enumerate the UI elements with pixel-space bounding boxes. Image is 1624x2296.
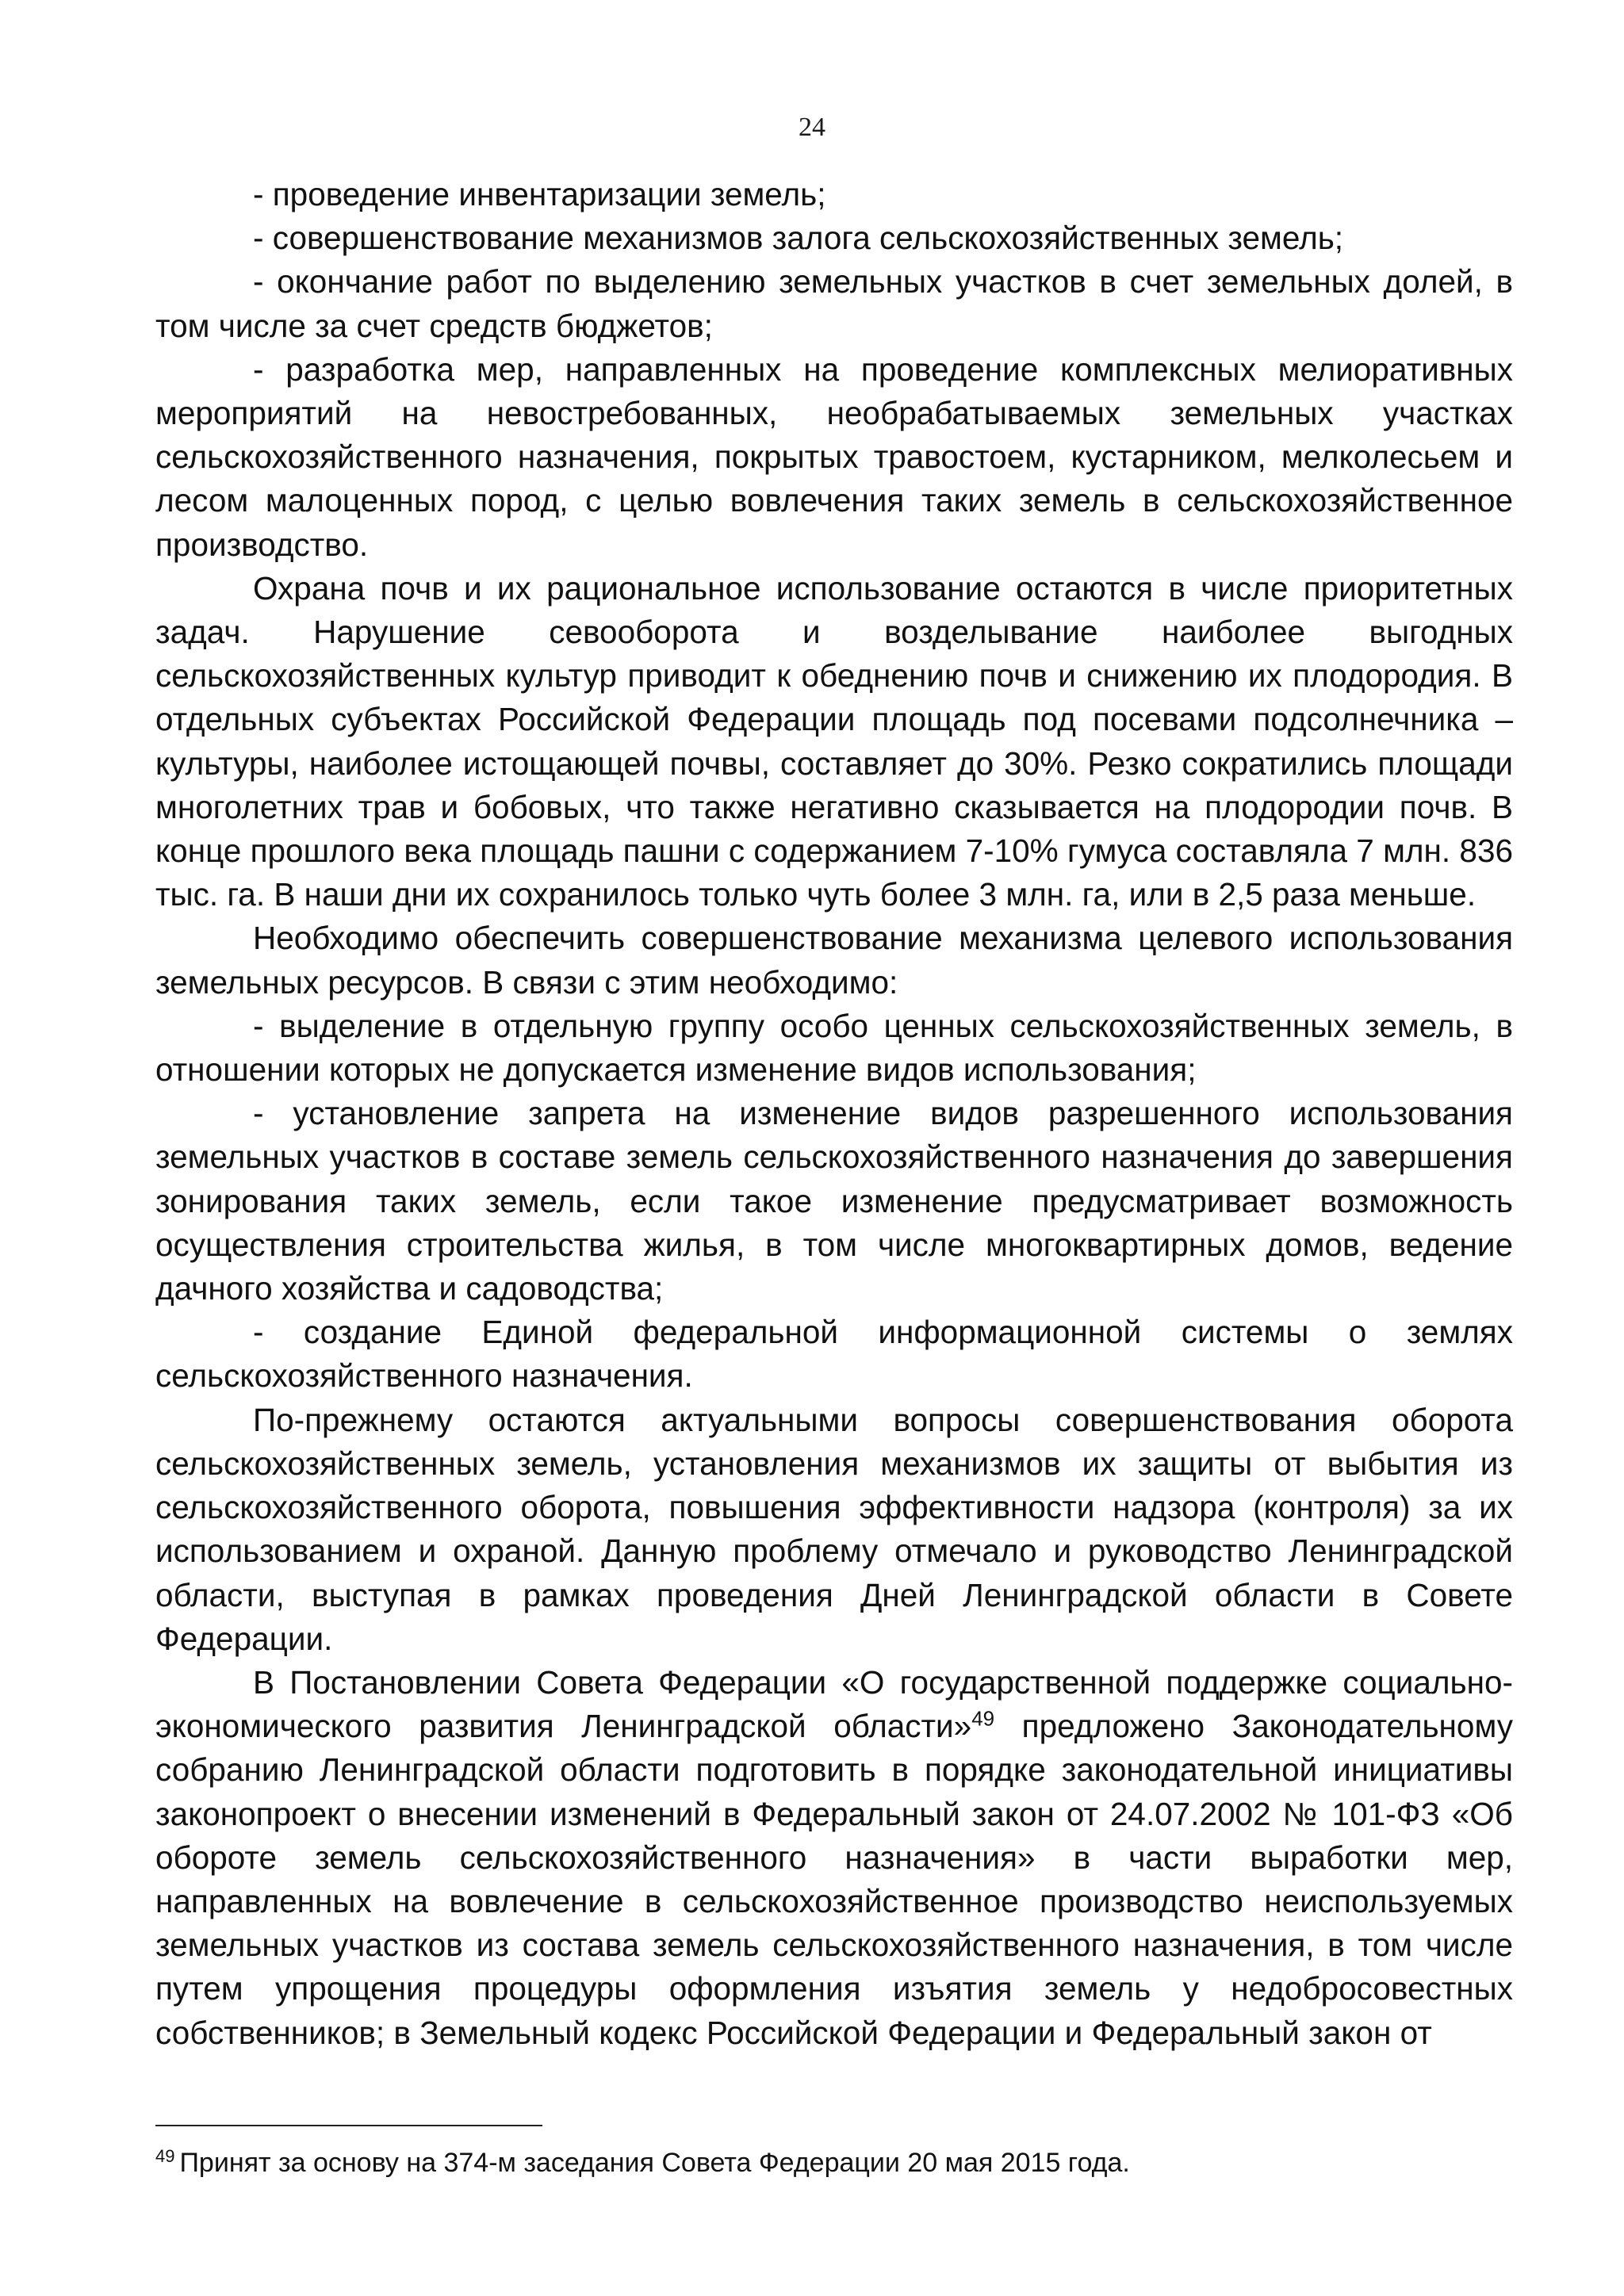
paragraph-land-turnover: По-прежнему остаются актуальными вопросы совершенствования оборота сельскохозяйственных земель, установления механизмов их защиты от выбытия из сельскохозяйственного оборота, повышения эффективности надзора (контроля) за их использованием и охраной. Данную проблему отмечало и руководство Ленинградской области, выступая в рамках проведения Дней Ленинградской области в Совете Федерации. bbox=[155, 1401, 1513, 1657]
footnote-mark: 49 bbox=[155, 2145, 175, 2166]
footnote bbox=[155, 2145, 1513, 2180]
body-text bbox=[155, 173, 1513, 2055]
paragraph-soil-protection: Охрана почв и их рациональное использование остаются в числе приоритетных задач. Нарушение севооборота и возделывание наиболее выгодных сельскохозяйственных культур приводит к обеднению почв и снижению их плодородия. В отдельных субъектах Российской Федерации площадь под посевами подсолнечника – культуры, наиболее истощающей почвы, составляет до 30%. Резко сократились площади многолетних трав и бобовых, что также негативно сказывается на плодородии почв. В конце прошлого века площадь пашни с содержанием 7-10% гумуса составляла 7 млн. 836 тыс. га. В наши дни их сохранилось только чуть более 3 млн. га, или в 2,5 раза меньше. bbox=[155, 569, 1513, 913]
paragraph-information-system: - создание Единой федеральной информационной системы о землях сельскохозяйственного назначения. bbox=[155, 1314, 1513, 1395]
paragraph-pledge-mechanisms: - совершенствование механизмов залога сельскохозяйственных земель; bbox=[253, 220, 1344, 257]
paragraph-melioration: - разработка мер, направленных на проведение комплексных мелиоративных мероприятий на невостребованных, необрабатываемых земельных участках сельскохозяйственного назначения, покрытых травостоем, кустарником, мелколесьем и лесом малоценных пород, с целью вовлечения таких земель в сельскохозяйственное производство. bbox=[155, 350, 1513, 563]
resolution-text-before: В Постановлении Совета Федерации «О государственной поддержке социально-экономического развития Ленинградской области» bbox=[155, 1663, 1513, 1745]
paragraph-use-ban: - установление запрета на изменение видов разрешенного использования земельных участков в составе земель сельскохозяйственного назначения до завершения зонирования таких земель, если такое изменение предусматривает возможность осуществления строительства жилья, в том числе многоквартирных домов, ведение дачного хозяйства и садоводства; bbox=[155, 1095, 1513, 1307]
paragraph-federation-council-resolution bbox=[155, 1661, 1513, 2055]
page-number: 24 bbox=[799, 113, 825, 142]
paragraph-land-shares: - окончание работ по выделению земельных участков в счет земельных долей, в том числе за счет средств бюджетов; bbox=[155, 263, 1513, 344]
footnote-reference: 49 bbox=[971, 1706, 995, 1731]
paragraph-land-use-mechanism: Необходимо обеспечить совершенствование механизма целевого использования земельных ресурсов. В связи с этим необходимо: bbox=[155, 920, 1513, 1001]
paragraph-inventory: - проведение инвентаризации земель; bbox=[253, 176, 826, 212]
paragraph-valuable-lands: - выделение в отдельную группу особо ценных сельскохозяйственных земель, в отношении которых не допускается изменение видов использования; bbox=[155, 1007, 1513, 1089]
footnote-text: Принят за основу на 374-м заседания Совета Федерации 20 мая 2015 года. bbox=[179, 2148, 1130, 2178]
footnote-separator bbox=[155, 2125, 542, 2126]
resolution-text-after: предложено Законодательному собранию Ленинградской области подготовить в порядке законодательной инициативы законопроект о внесении изменений в Федеральный закон от 24.07.2002 № 101-ФЗ «Об обороте земель сельскохозяйственного назначения» в части выработки мер, направленных на вовлечение в сельскохозяйственное производство неиспользуемых земельных участков из состава земель сельскохозяйственного назначения, в том числе путем упрощения процедуры оформления изъятия земель у недобросовестных собственников; в Земельный кодекс Российской Федерации и Федеральный закон от bbox=[155, 1708, 1513, 2051]
